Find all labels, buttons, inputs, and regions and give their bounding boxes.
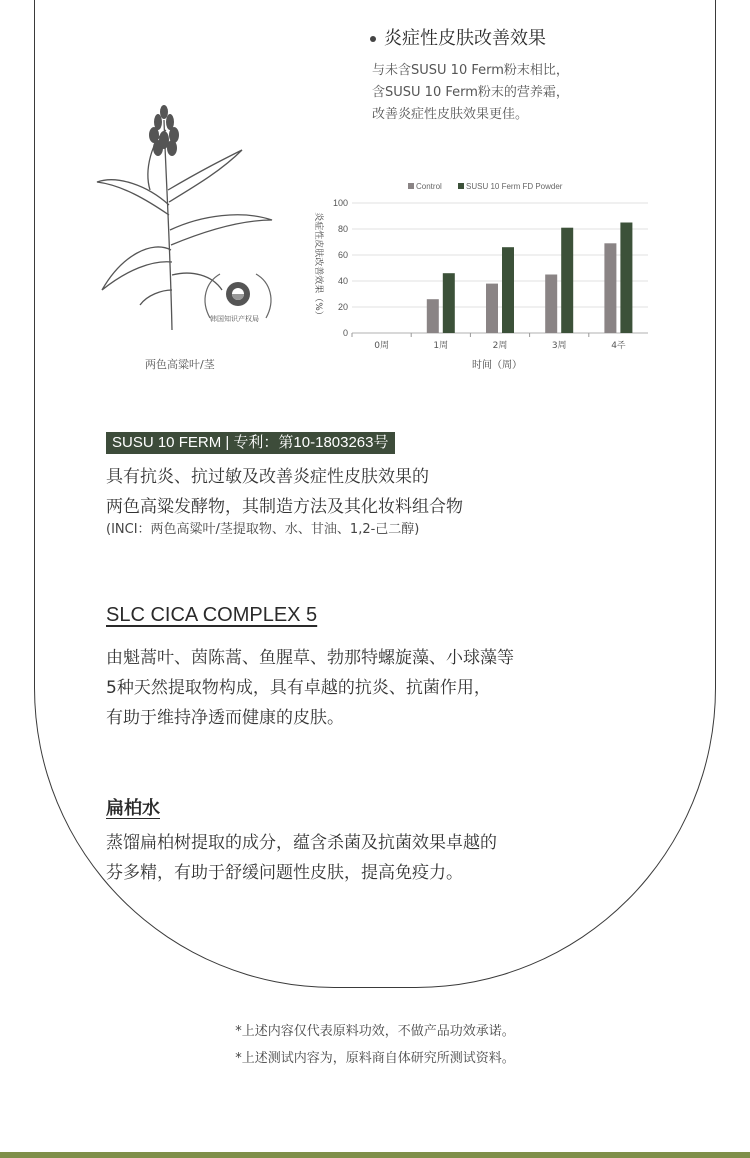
chart-x-ticks — [352, 333, 626, 351]
y-tick-label: 20 — [337, 302, 348, 312]
x-tick-label: 4주 — [611, 341, 626, 351]
hinoki-title: 扁柏水 — [106, 798, 160, 818]
chart-bars — [427, 223, 633, 334]
y-tick-label: 40 — [337, 276, 348, 286]
chart-x-axis-label: 时间（周） — [472, 360, 522, 371]
efficacy-title — [370, 24, 546, 50]
legend-swatch-susu — [458, 183, 464, 189]
cica-line: 有助于维持净透而健康的皮肤。 — [106, 708, 344, 728]
disclaimer-line: *上述测试内容为，原料商自体研究所测试资料。 — [235, 1051, 515, 1066]
patent-inci: (INCI：两色高粱叶/茎提取物、水、甘油、1,2-己二醇) — [106, 522, 420, 537]
cica-line: 由魁蒿叶、茵陈蒿、鱼腥草、勃那特螺旋藻、小球藻等 — [106, 648, 514, 668]
bar-susu — [443, 273, 455, 333]
cica-line: 5种天然提取物构成，具有卓越的抗炎、抗菌作用， — [106, 678, 491, 698]
bar-control — [486, 284, 498, 333]
bullet-icon — [370, 36, 376, 42]
hinoki-line: 蒸馏扁柏树提取的成分，蕴含杀菌及抗菌效果卓越的 — [106, 833, 497, 853]
efficacy-title-text: 炎症性皮肤改善效果 — [384, 28, 546, 49]
efficacy-line: 与未含SUSU 10 Ferm粉末相比， — [372, 63, 569, 78]
x-tick-label: 0周 — [374, 341, 389, 351]
hinoki-line: 芬多精，有助于舒缓问题性皮肤，提高免疫力。 — [106, 863, 463, 883]
bottom-decor-strip — [0, 1152, 750, 1158]
y-tick-label: 0 — [342, 328, 348, 338]
y-tick-label: 100 — [332, 198, 348, 208]
chart-y-axis-label: 炎症性皮肤改善效果（%） — [313, 212, 323, 320]
bar-susu — [561, 228, 573, 333]
patent-description — [106, 462, 463, 522]
plant-caption: 两色高粱叶/茎 — [145, 358, 215, 371]
cica-description — [106, 643, 514, 733]
disclaimer-line: *上述内容仅代表原料功效，不做产品功效承诺。 — [235, 1024, 515, 1039]
chart-legend — [408, 182, 563, 191]
legend-label-susu: SUSU 10 Ferm FD Powder — [466, 182, 563, 191]
bar-control — [427, 299, 439, 333]
bar-susu — [502, 247, 514, 333]
patent-line: 两色高粱发酵物，其制造方法及其化妆料组合物 — [106, 497, 463, 517]
efficacy-bar-chart — [300, 176, 660, 376]
patent-banner: SUSU 10 FERM | 专利：第10-1803263号 — [106, 432, 395, 454]
kipo-seal-label: 韩国知识产权局 — [210, 315, 259, 323]
y-tick-label: 80 — [337, 224, 348, 234]
hinoki-description — [106, 828, 497, 888]
efficacy-description — [372, 60, 569, 126]
x-tick-label: 3周 — [551, 341, 567, 351]
x-tick-label: 2周 — [492, 341, 508, 351]
bar-susu — [620, 223, 632, 334]
cica-title: SLC CICA COMPLEX 5 — [106, 604, 318, 626]
legend-swatch-control — [408, 183, 414, 189]
efficacy-line: 改善炎症性皮肤效果更佳。 — [372, 107, 529, 122]
bar-control — [604, 243, 616, 333]
x-tick-label: 1周 — [433, 341, 449, 351]
bar-control — [545, 275, 557, 334]
patent-line: 具有抗炎、抗过敏及改善炎症性皮肤效果的 — [106, 467, 429, 487]
legend-label-control: Control — [416, 182, 442, 191]
y-tick-label: 60 — [337, 250, 348, 260]
disclaimer-notes — [0, 1018, 750, 1072]
efficacy-line: 含SUSU 10 Ferm粉末的营养霜， — [372, 85, 569, 100]
